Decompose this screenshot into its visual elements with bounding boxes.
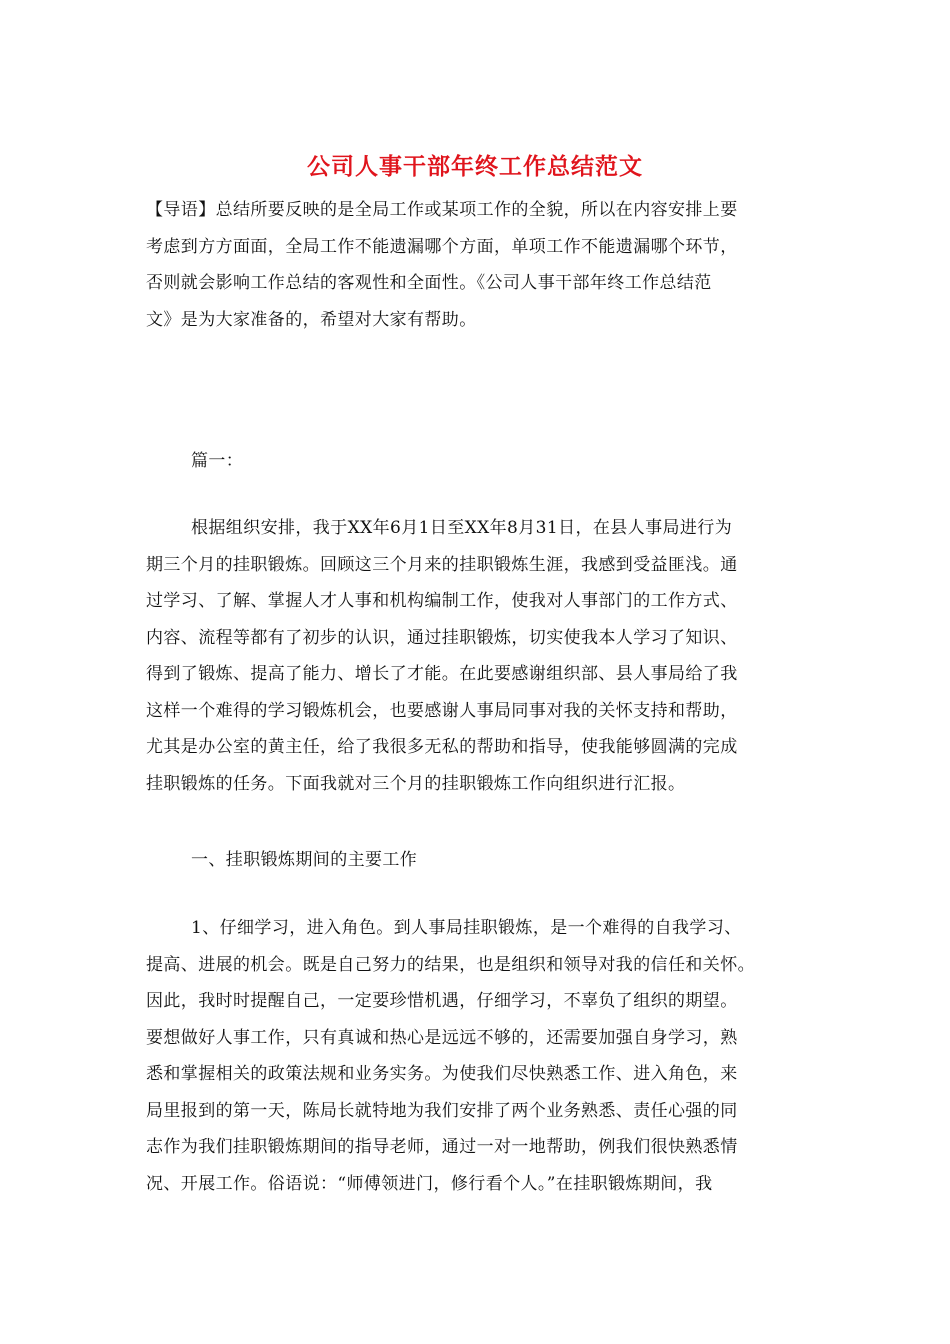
subheading: 一、挂职锻炼期间的主要工作 <box>191 850 418 870</box>
paragraph-line: 况、开展工作。俗语说：“师傅领进门，修行看个人。”在挂职锻炼期间，我 <box>146 1173 713 1194</box>
paragraph-line: 挂职锻炼的任务。下面我就对三个月的挂职锻炼工作向组织进行汇报。 <box>146 773 686 794</box>
paragraph-line: 1、仔细学习，进入角色。到人事局挂职锻炼，是一个难得的自我学习、 <box>191 918 742 938</box>
paragraph-line: 这样一个难得的学习锻炼机会，也要感谢人事局同事对我的关怀支持和帮助， <box>146 700 738 721</box>
paragraph-line: 得到了锻炼、提高了能力、增长了才能。在此要感谢组织部、县人事局给了我 <box>146 664 738 684</box>
paragraph-line: 根据组织安排，我于XX年6月1日至XX年8月31日，在县人事局进行为 <box>191 518 733 538</box>
paragraph-line: 要想做好人事工作，只有真诚和热心是远远不够的，还需要加强自身学习，熟 <box>146 1027 738 1048</box>
paragraph-line: 志作为我们挂职锻炼期间的指导老师，通过一对一地帮助，例我们很快熟悉情 <box>146 1137 738 1157</box>
paragraph-line: 尤其是办公室的黄主任，给了我很多无私的帮助和指导，使我能够圆满的完成 <box>146 737 738 757</box>
paragraph-line: 局里报到的第一天，陈局长就特地为我们安排了两个业务熟悉、责任心强的同 <box>146 1100 738 1121</box>
intro-line: 否则就会影响工作总结的客观性和全面性。《公司人事干部年终工作总结范 <box>146 273 712 293</box>
intro-line: 【导语】总结所要反映的是全局工作或某项工作的全貌，所以在内容安排上要 <box>146 200 738 220</box>
paragraph-line: 期三个月的挂职锻炼。回顾这三个月来的挂职锻炼生涯，我感到受益匪浅。通 <box>146 554 738 575</box>
paragraph-line: 提高、进展的机会。既是自己努力的结果，也是组织和领导对我的信任和关怀。 <box>146 954 755 975</box>
paragraph-line: 内容、流程等都有了初步的认识，通过挂职锻炼，切实使我本人学习了知识、 <box>146 627 738 648</box>
body-paragraph-2 <box>146 910 806 1202</box>
body-paragraph-1 <box>146 510 806 802</box>
section-label: 篇一： <box>191 451 244 471</box>
intro-paragraph <box>146 192 806 338</box>
paragraph-line: 因此，我时时提醒自己，一定要珍惜机遇，仔细学习，不辜负了组织的期望。 <box>146 991 738 1011</box>
intro-line: 文》是为大家准备的，希望对大家有帮助。 <box>146 309 477 330</box>
document-title: 公司人事干部年终工作总结范文 <box>307 153 643 180</box>
paragraph-line: 过学习、了解、掌握人才人事和机构编制工作，使我对人事部门的工作方式、 <box>146 591 738 611</box>
paragraph-line: 悉和掌握相关的政策法规和业务实务。为使我们尽快熟悉工作、进入角色，来 <box>146 1064 738 1084</box>
intro-line: 考虑到方方面面，全局工作不能遗漏哪个方面，单项工作不能遗漏哪个环节， <box>146 236 738 257</box>
